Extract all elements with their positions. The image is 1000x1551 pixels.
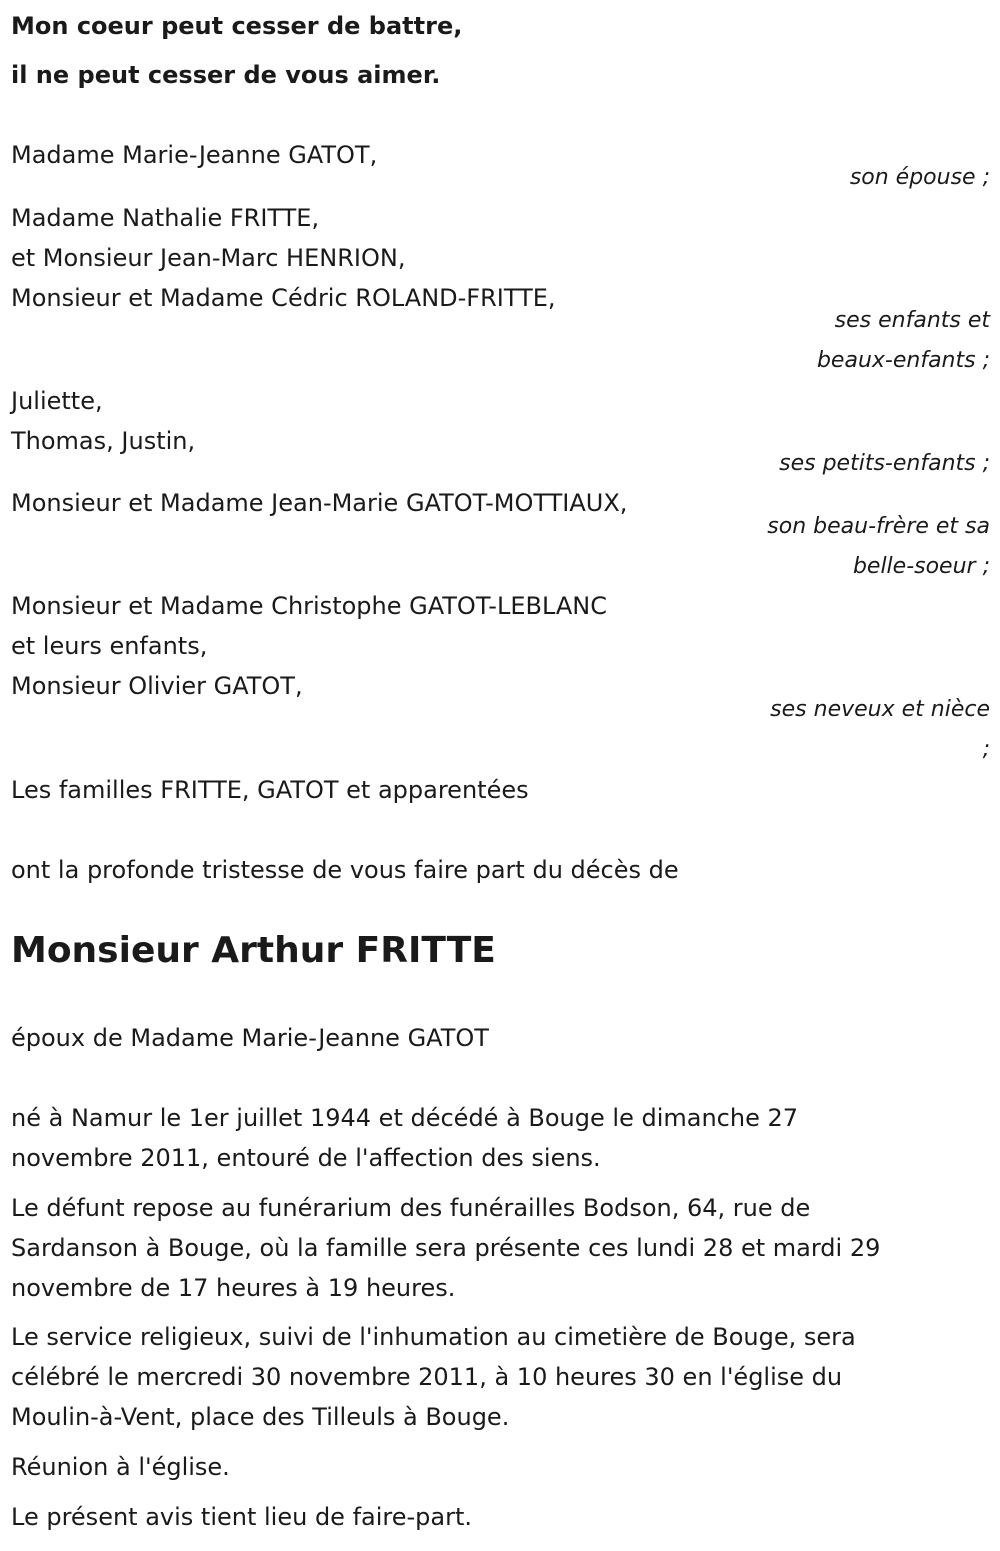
grandchild-line-2: Thomas, Justin, xyxy=(11,427,196,455)
children-relation-line-2: beaux-enfants ; xyxy=(816,348,990,373)
other-families: Les familles FRITTE, GATOT et apparentées xyxy=(11,776,529,804)
notice-note: Le présent avis tient lieu de faire-part. xyxy=(11,1503,473,1531)
in-laws-relation-line-1: son beau-frère et sa xyxy=(767,514,990,539)
service-line-2: célébré le mercredi 30 novembre 2011, à 10 heures 30 en l'église du xyxy=(11,1363,843,1391)
funerarium-line-2: Sardanson à Bouge, où la famille sera présente ces lundi 28 et mardi 29 xyxy=(11,1234,881,1262)
grandchildren-relation: ses petits-enfants ; xyxy=(779,451,990,476)
nephew-line-3: Monsieur Olivier GATOT, xyxy=(11,672,303,700)
deceased-spouse-line: époux de Madame Marie-Jeanne GATOT xyxy=(11,1024,489,1052)
spouse-relation: son épouse ; xyxy=(849,165,990,190)
funerarium-line-3: novembre de 17 heures à 19 heures. xyxy=(11,1274,456,1302)
epigraph-line-2: il ne peut cesser de vous aimer. xyxy=(11,61,441,89)
birth-death-line-1: né à Namur le 1er juillet 1944 et décédé à Bouge le dimanche 27 xyxy=(11,1104,798,1132)
nephews-relation-line-2: ; xyxy=(982,737,990,762)
funerarium-line-1: Le défunt repose au funérarium des funérailles Bodson, 64, rue de xyxy=(11,1194,811,1222)
nephew-line-1: Monsieur et Madame Christophe GATOT-LEBLANC xyxy=(11,592,607,620)
in-laws-relation-line-2: belle-soeur ; xyxy=(852,554,990,579)
service-line-1: Le service religieux, suivi de l'inhumation au cimetière de Bouge, sera xyxy=(11,1323,856,1351)
child-line-1: Madame Nathalie FRITTE, xyxy=(11,204,320,232)
service-line-3: Moulin-à-Vent, place des Tilleuls à Bouge. xyxy=(11,1403,510,1431)
children-relation-line-1: ses enfants et xyxy=(834,308,990,333)
child-line-2: et Monsieur Jean-Marc HENRION, xyxy=(11,244,406,272)
announcement: ont la profonde tristesse de vous faire part du décès de xyxy=(11,856,679,884)
meeting-note: Réunion à l'église. xyxy=(11,1453,230,1481)
nephew-line-2: et leurs enfants, xyxy=(11,632,208,660)
deceased-name: Monsieur Arthur FRITTE xyxy=(11,930,496,971)
birth-death-line-2: novembre 2011, entouré de l'affection des siens. xyxy=(11,1144,601,1172)
child-line-3: Monsieur et Madame Cédric ROLAND-FRITTE, xyxy=(11,284,556,312)
epigraph-line-1: Mon coeur peut cesser de battre, xyxy=(11,12,463,40)
grandchild-line-1: Juliette, xyxy=(11,387,103,415)
nephews-relation-line-1: ses neveux et nièce xyxy=(770,697,990,722)
spouse-name: Madame Marie-Jeanne GATOT, xyxy=(11,141,378,169)
in-laws-name: Monsieur et Madame Jean-Marie GATOT-MOTTIAUX, xyxy=(11,489,628,517)
